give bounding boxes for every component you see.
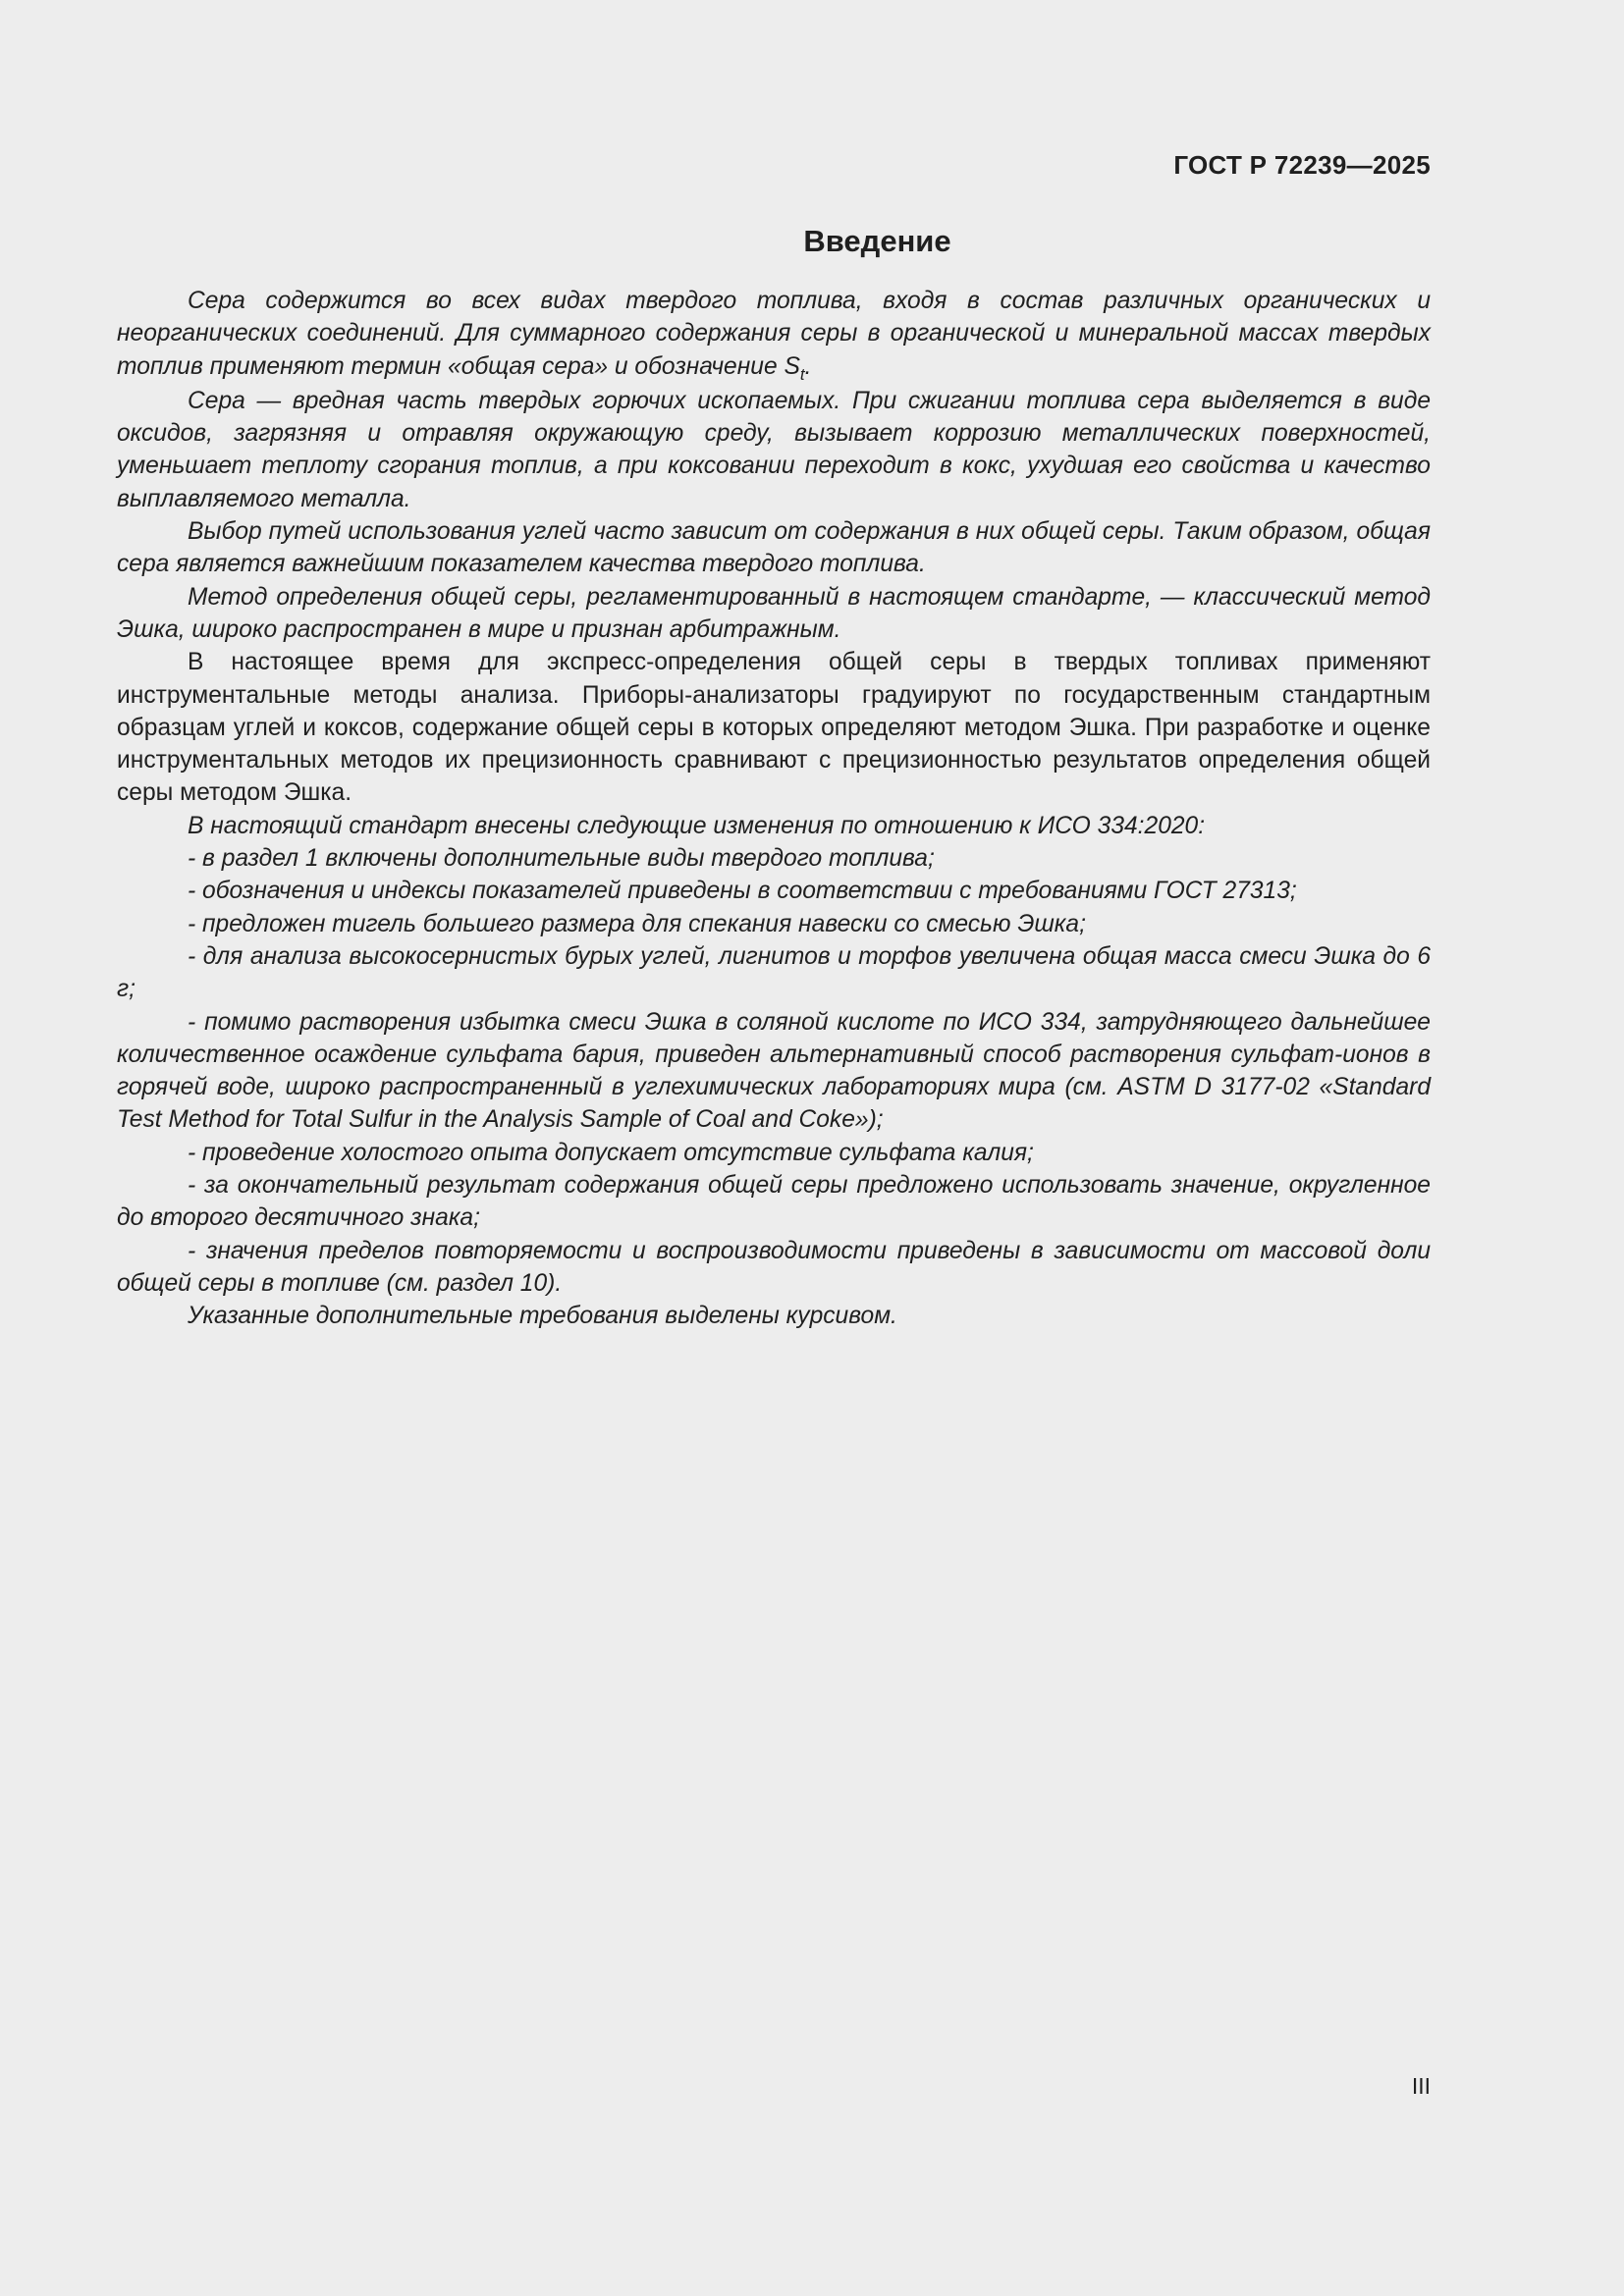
document-body	[117, 285, 1431, 1333]
paragraph-italic-note: Указанные дополнительные требования выделены курсивом.	[188, 1303, 897, 1330]
list-item: - в раздел 1 включены дополнительные виды твердого топлива;	[188, 845, 935, 873]
subscript: t	[799, 364, 805, 384]
document-designation: ГОСТ Р 72239—2025	[1173, 150, 1431, 180]
paragraph-sulfur-harm: Сера — вредная часть твердых горючих ископаемых. При сжигании топлива сера выделяется в виде оксидов, загрязняя и отравляя окружающую среду, вызывает коррозию металлических поверхностей, уменьшает теплоту сгорания топлив, а при коксовании переходит в кокс, ухудшая его свойства и качество выплавляемого металла.	[117, 387, 1431, 512]
list-item: - обозначения и индексы показателей приведены в соответствии с требованиями ГОСТ 27313;	[188, 878, 1297, 905]
list-item: - предложен тигель большего размера для спекания навески со смесью Эшка;	[188, 910, 1086, 937]
paragraph-instrumental-methods: В настоящее время для экспресс-определения общей серы в твердых топливах применяют инструментальные методы анализа. Приборы-анализаторы градуируют по государственным стандартным образцам углей и коксов, содержание общей серы в которых определяют методом Эшка. При разработке и оценке инструментальных методов их прецизионность сравнивают с прецизионностью результатов определения общей серы методом Эшка.	[117, 649, 1431, 807]
paragraph-end: .	[804, 352, 812, 380]
page-title	[0, 224, 1624, 259]
paragraph-changes-intro: В настоящий стандарт внесены следующие изменения по отношению к ИСО 334:2020:	[188, 812, 1206, 839]
list-item: - проведение холостого опыта допускает отсутствие сульфата калия;	[188, 1139, 1034, 1166]
paragraph-sulfur-content	[117, 285, 1431, 385]
list-item: - помимо растворения избытка смеси Эшка в соляной кислоте по ИСО 334, затрудняющего дальнейшее количественное осаждение сульфата бария, приведен альтернативный способ растворения сульфат-ионов в горячей воде, широко распространенный в углехимических лабораториях мира (см. ASTM D 3177-02 «Standard Test Method for Total Sulfur in the Analysis Sample of Coal and Coke»);	[117, 1008, 1431, 1134]
page-title-text: Введение	[803, 224, 951, 258]
page-number: III	[1411, 2073, 1431, 2099]
list-item: - для анализа высокосернистых бурых углей, лигнитов и торфов увеличена общая масса смеси Эшка до 6 г;	[117, 942, 1431, 1003]
paragraph-text: Сера содержится во всех видах твердого топлива, входя в состав различных органических и неорганических соединений. Для суммарного содержания серы в органической и минеральной массах твердых топлив применяют термин «общая сера» и обозначение S	[117, 288, 1431, 380]
paragraph-coal-usage: Выбор путей использования углей часто зависит от содержания в них общей серы. Таким образом, общая сера является важнейшим показателем качества твердого топлива.	[117, 518, 1431, 578]
list-item: - значения пределов повторяемости и воспроизводимости приведены в зависимости от массовой доли общей серы в топливе (см. раздел 10).	[117, 1237, 1431, 1297]
paragraph-eschka-method: Метод определения общей серы, регламентированный в настоящем стандарте, — классический метод Эшка, широко распространен в мире и признан арбитражным.	[117, 583, 1431, 643]
list-item: - за окончательный результат содержания общей серы предложено использовать значение, округленное до второго десятичного знака;	[117, 1172, 1431, 1232]
